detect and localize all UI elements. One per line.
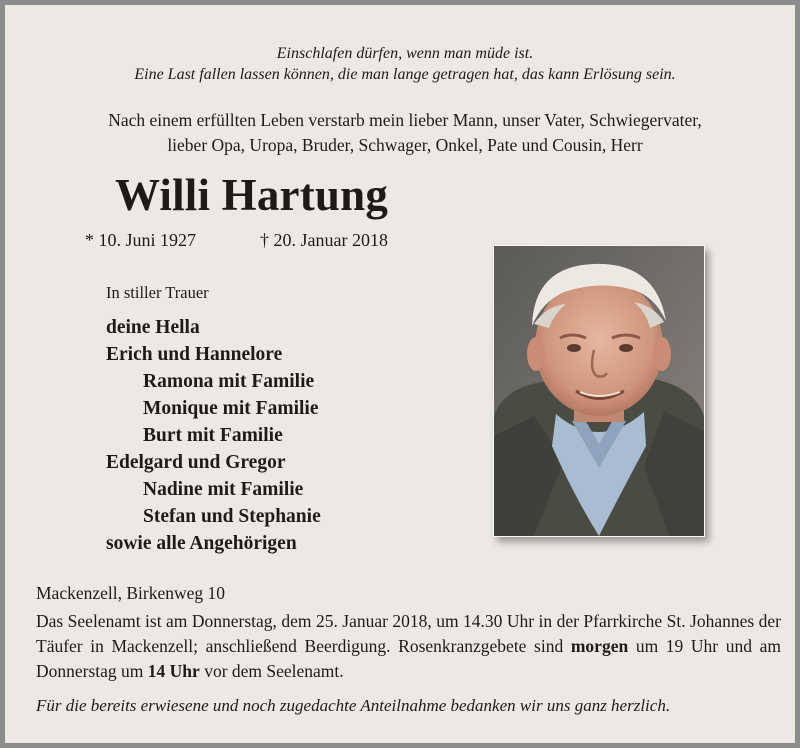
service-text-3: vor dem Seelenamt. (199, 661, 344, 681)
service-info (36, 609, 781, 684)
motto-line-2: Eine Last fallen lassen können, die man lange getragen hat, das kann Erlösung sein. (134, 66, 676, 83)
mourner-name: Ramona mit Familie (143, 371, 315, 392)
motto-line-1: Einschlafen dürfen, wenn man müde ist. (276, 45, 534, 62)
birth-date: * 10. Juni 1927 (85, 230, 197, 250)
motto-quote (5, 43, 800, 85)
mourner-name: Nadine mit Familie (143, 479, 304, 500)
mourner-name: sowie alle Angehörigen (106, 533, 297, 554)
mourning-heading: In stiller Trauer (106, 283, 209, 302)
service-text-2: um 19 Uhr und am Donnerstag um (36, 636, 781, 681)
mourner-name: deine Hella (106, 317, 200, 338)
service-text-1: Das Seelenamt ist am Donnerstag, dem 25. Januar 2018, um 14.30 Uhr in der Pfarrkirche St. Johannes der Täufer in Mackenzell; anschließend Beerdigung. Rosenkranzgebete sind (36, 611, 781, 656)
mourner-name: Edelgard und Gregor (106, 452, 286, 473)
death-date: † 20. Januar 2018 (260, 230, 388, 250)
intro-text (5, 108, 800, 158)
service-emphasis-time: 14 Uhr (147, 661, 200, 681)
family-address: Mackenzell, Birkenweg 10 (36, 583, 226, 603)
portrait-illustration (494, 246, 704, 536)
mourner-name: Stefan und Stephanie (143, 506, 321, 527)
mourner-name: Burt mit Familie (143, 425, 283, 446)
mourner-name: Erich und Hannelore (106, 344, 283, 365)
deceased-name: Willi Hartung (115, 170, 389, 220)
service-emphasis-morgen: morgen (570, 636, 629, 656)
intro-line-2: lieber Opa, Uropa, Bruder, Schwager, Onkel, Pate und Cousin, Herr (167, 135, 643, 155)
mourners-list (106, 314, 321, 557)
portrait-photo (493, 245, 705, 537)
mourner-name: Monique mit Familie (143, 398, 319, 419)
intro-line-1: Nach einem erfüllten Leben verstarb mein lieber Mann, unser Vater, Schwiegervater, (108, 110, 702, 130)
thanks-note: Für die bereits erwiesene und noch zugedachte Anteilnahme bedanken wir uns ganz herzlich. (36, 696, 671, 715)
